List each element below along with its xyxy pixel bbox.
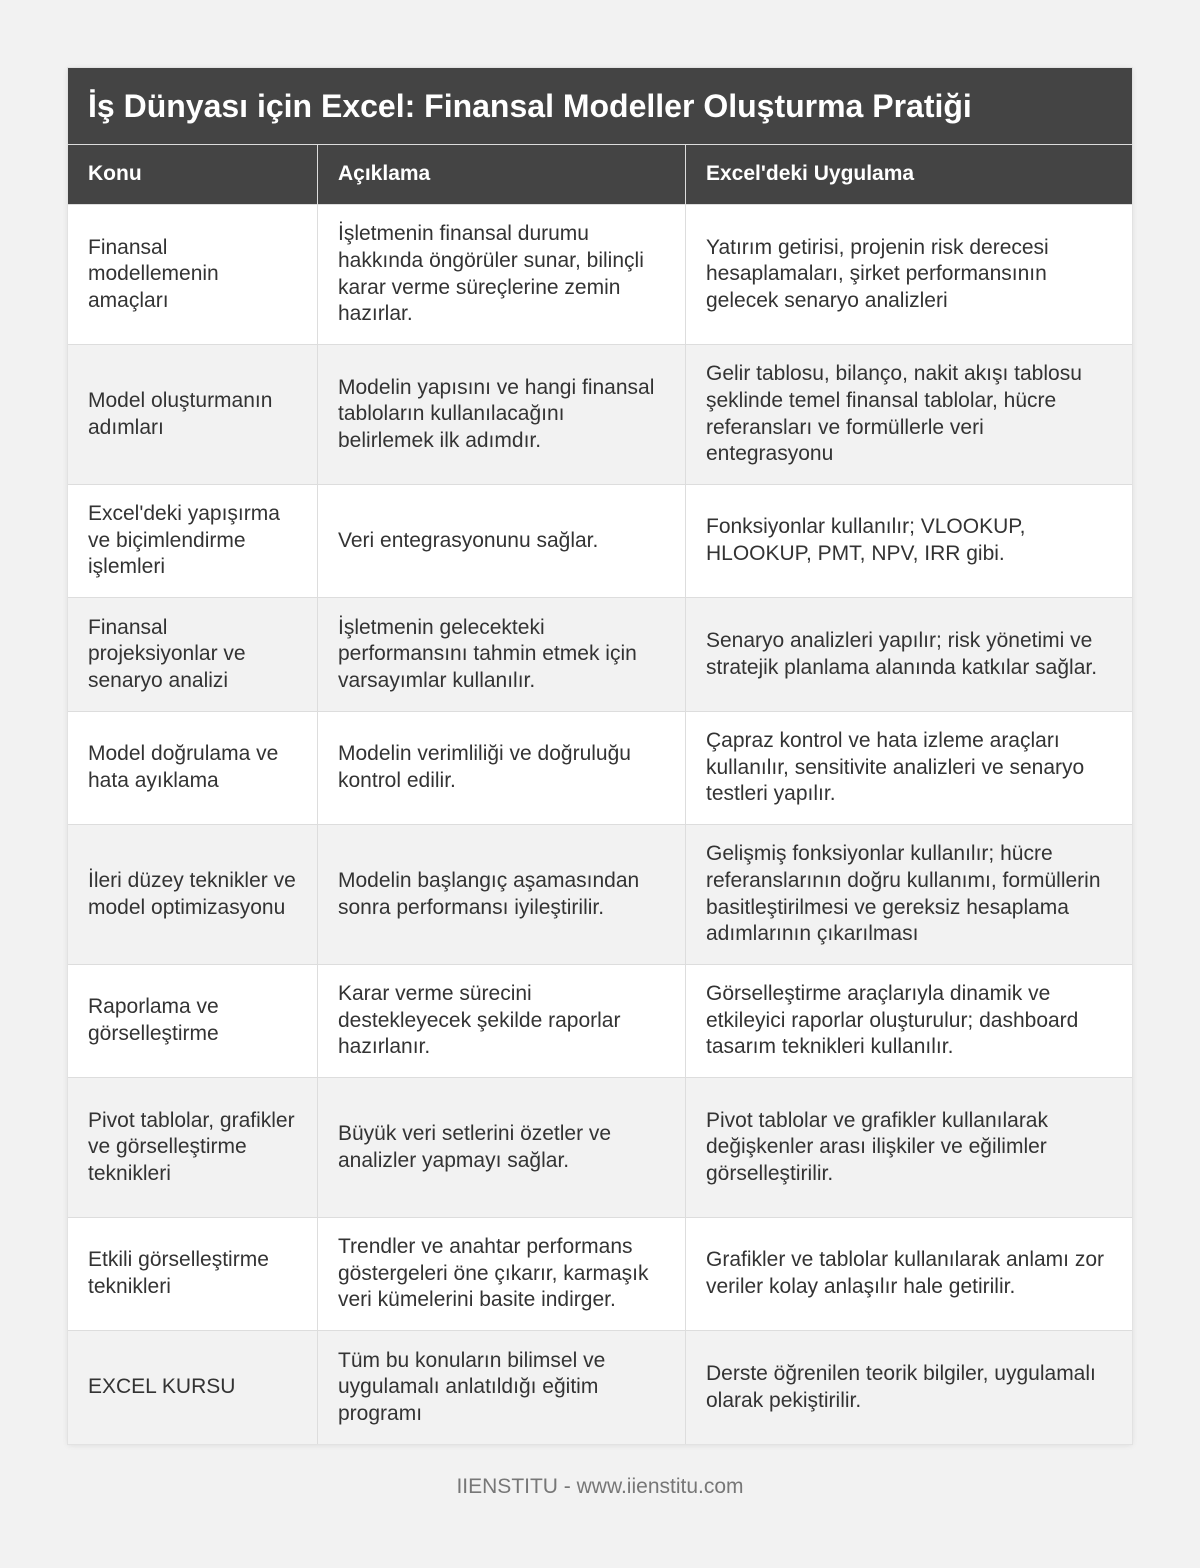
cell-konu: Finansal modellemenin amaçları [68,205,318,344]
cell-uygulama: Görselleştirme araçlarıyla dinamik ve etkileyici raporlar oluşturulur; dashboard tasarım teknikleri kullanılır. [706,982,1079,1059]
header-aciklama: Açıklama [318,145,686,204]
cell-aciklama: Modelin başlangıç aşamasından sonra performansı iyileştirilir. [318,825,686,964]
header-konu: Konu [68,145,318,204]
cell-uygulama: Senaryo analizleri yapılır; risk yönetimi ve stratejik planlama alanında katkılar sağlar. [706,628,1098,679]
table-row [68,1077,1132,1217]
cell-uygulama: Yatırım getirisi, projenin risk derecesi hesaplamaları, şirket performansının gelecek senaryo analizleri [706,235,1049,312]
cell-konu: Finansal projeksiyonlar ve senaryo analizi [68,598,318,711]
cell-aciklama: Veri entegrasyonunu sağlar. [318,485,686,597]
cell-uygulama: Derste öğrenilen teorik bilgiler, uygulamalı olarak pekiştirilir. [706,1361,1096,1412]
cell-aciklama: Modelin verimliliği ve doğruluğu kontrol edilir. [318,712,686,824]
cell-konu: EXCEL KURSU [68,1331,318,1444]
cell-konu: Model doğrulama ve hata ayıklama [68,712,318,824]
table-row [68,824,1132,964]
table-row [68,1330,1132,1444]
cell-aciklama: Modelin yapısını ve hangi finansal tabloların kullanılacağını belirlemek ilk adımdır. [318,345,686,484]
cell-uygulama: Gelir tablosu, bilanço, nakit akışı tablosu şeklinde temel finansal tablolar, hücre referansları ve formüllerle veri entegrasyonu [706,362,1082,466]
table-row [68,711,1132,824]
table-row [68,1217,1132,1330]
cell-uygulama: Fonksiyonlar kullanılır; VLOOKUP, HLOOKUP, PMT, NPV, IRR gibi. [706,515,1026,565]
table-card [68,68,1132,1444]
table-row [68,484,1132,597]
cell-aciklama: İşletmenin gelecekteki performansını tahmin etmek için varsayımlar kullanılır. [318,598,686,711]
header-uygulama: Excel'deki Uygulama [706,162,915,186]
cell-konu: Etkili görselleştirme teknikleri [68,1218,318,1330]
cell-aciklama: İşletmenin finansal durumu hakkında öngörüler sunar, bilinçli karar verme süreçlerine zemin hazırlar. [318,205,686,344]
footer-credit: IIENSTITU - www.iienstitu.com [456,1475,744,1498]
table-row [68,204,1132,344]
cell-uygulama: Gelişmiş fonksiyonlar kullanılır; hücre referanslarının doğru kullanımı, formüllerin basitleştirilmesi ve gereksiz hesaplama adımlarının çıkarılması [706,842,1101,946]
table-row [68,964,1132,1077]
cell-konu: Raporlama ve görselleştirme [68,965,318,1077]
cell-uygulama: Çapraz kontrol ve hata izleme araçları kullanılır, sensitivite analizleri ve senaryo testleri yapılır. [706,729,1085,806]
cell-aciklama: Tüm bu konuların bilimsel ve uygulamalı anlatıldığı eğitim programı [318,1331,686,1444]
cell-uygulama: Grafikler ve tablolar kullanılarak anlamı zor veriler kolay anlaşılır hale getirilir. [706,1248,1104,1298]
cell-konu: Pivot tablolar, grafikler ve görselleştirme teknikleri [68,1078,318,1217]
cell-aciklama: Trendler ve anahtar performans göstergeleri öne çıkarır, karmaşık veri kümelerini basite indirger. [318,1218,686,1330]
cell-aciklama: Büyük veri setlerini özetler ve analizler yapmayı sağlar. [318,1078,686,1217]
cell-uygulama: Pivot tablolar ve grafikler kullanılarak değişkenler arası ilişkiler ve eğilimler görselleştirilir. [706,1108,1048,1185]
cell-konu: İleri düzey teknikler ve model optimizasyonu [68,825,318,964]
cell-konu: Model oluşturmanın adımları [68,345,318,484]
table-row [68,344,1132,484]
page-title: İş Dünyası için Excel: Finansal Modeller Oluşturma Pratiği [68,68,1132,144]
cell-aciklama: Karar verme sürecini destekleyecek şekilde raporlar hazırlanır. [318,965,686,1077]
table-header-row [68,144,1132,204]
cell-konu: Excel'deki yapışırma ve biçimlendirme işlemleri [68,485,318,597]
table-row [68,597,1132,711]
